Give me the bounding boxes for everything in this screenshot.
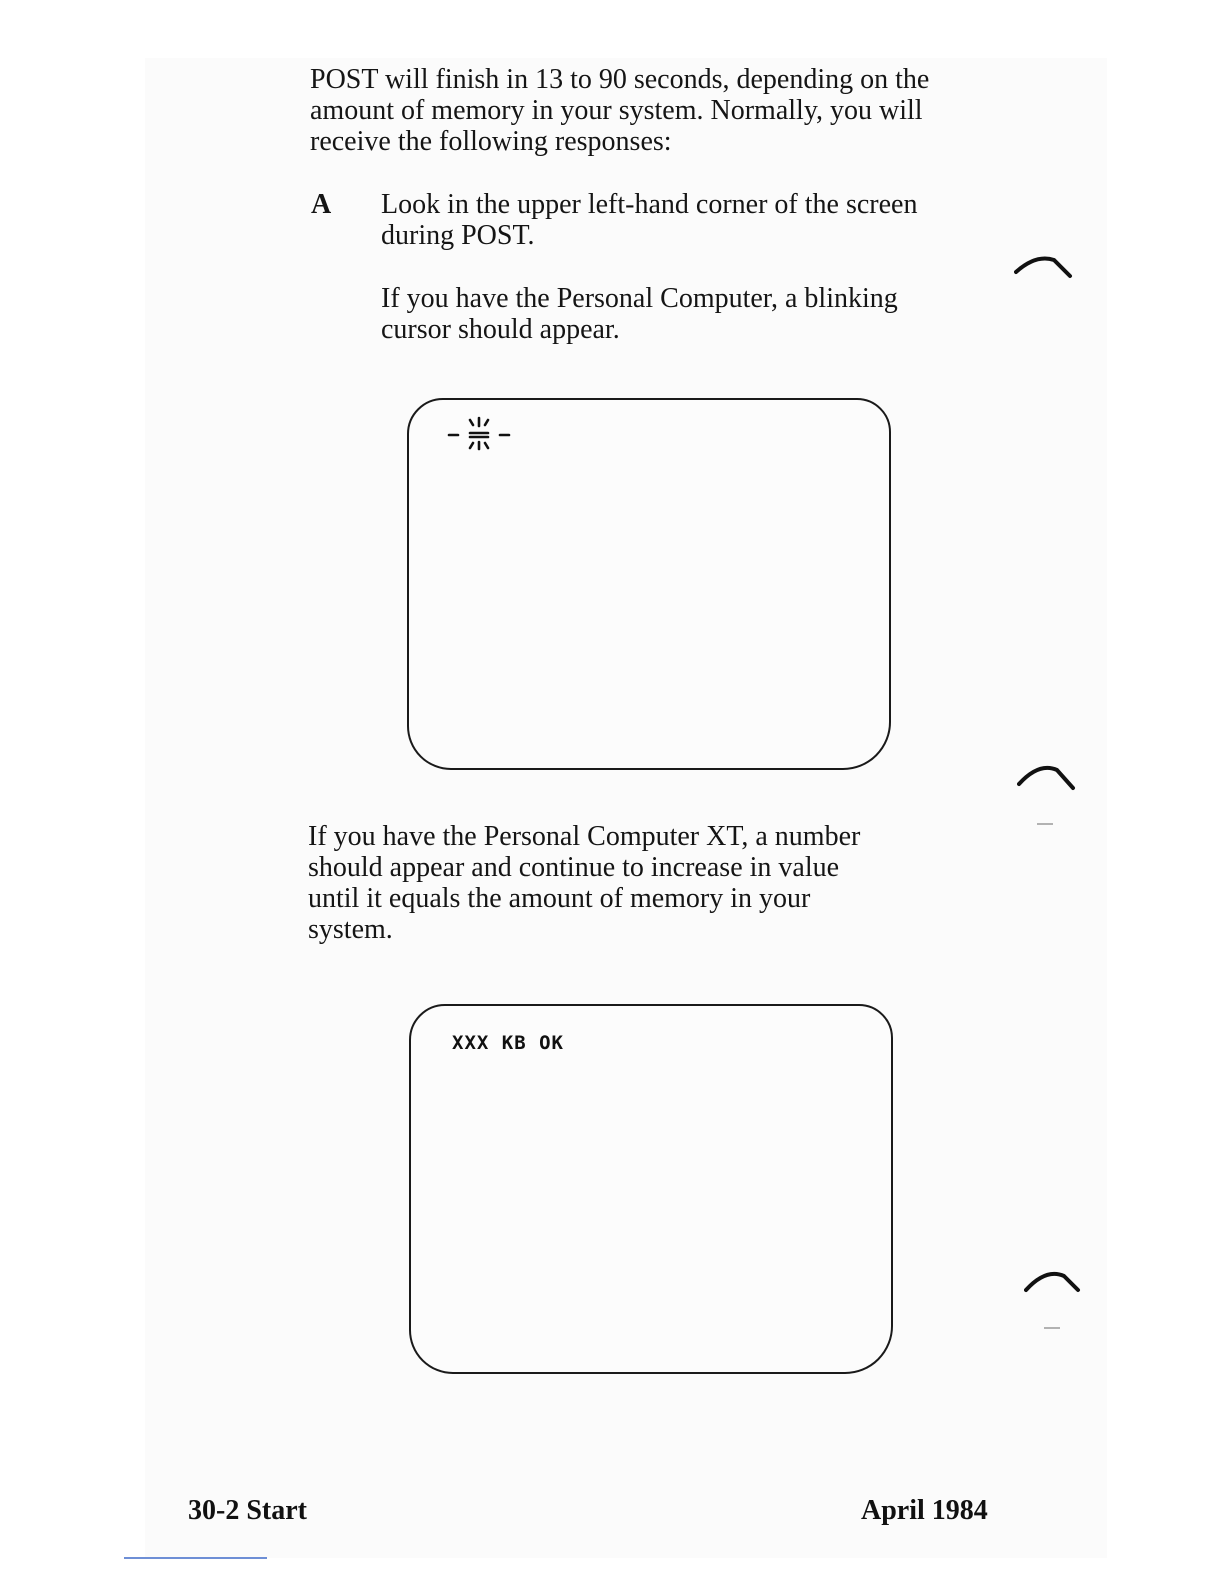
step-a-instruction: Look in the upper left-hand corner of the screen during POST.: [381, 189, 918, 251]
pc-screen-illustration: [407, 398, 891, 770]
footer-section: 30-2 Start: [188, 1495, 307, 1526]
footer-date: April 1984: [861, 1495, 988, 1526]
step-letter: A: [311, 189, 332, 220]
footer-rule: [124, 1557, 267, 1559]
intro-paragraph: POST will finish in 13 to 90 seconds, depending on the amount of memory in your system. Normally, you will receive the following responses:: [310, 64, 930, 157]
xt-paragraph: If you have the Personal Computer XT, a number should appear and continue to increase in value until it equals the amount of memory in your system.: [308, 821, 861, 945]
memory-readout: XXX KB OK: [452, 1032, 564, 1054]
binder-tab-icon: [1014, 252, 1074, 282]
binder-tab-icon: [1024, 1266, 1084, 1336]
blinking-cursor-icon: [445, 414, 515, 458]
xt-screen-illustration: [409, 1004, 893, 1374]
binder-tab-icon: [1017, 760, 1077, 830]
step-a-pc-note: If you have the Personal Computer, a blinking cursor should appear.: [381, 283, 898, 345]
